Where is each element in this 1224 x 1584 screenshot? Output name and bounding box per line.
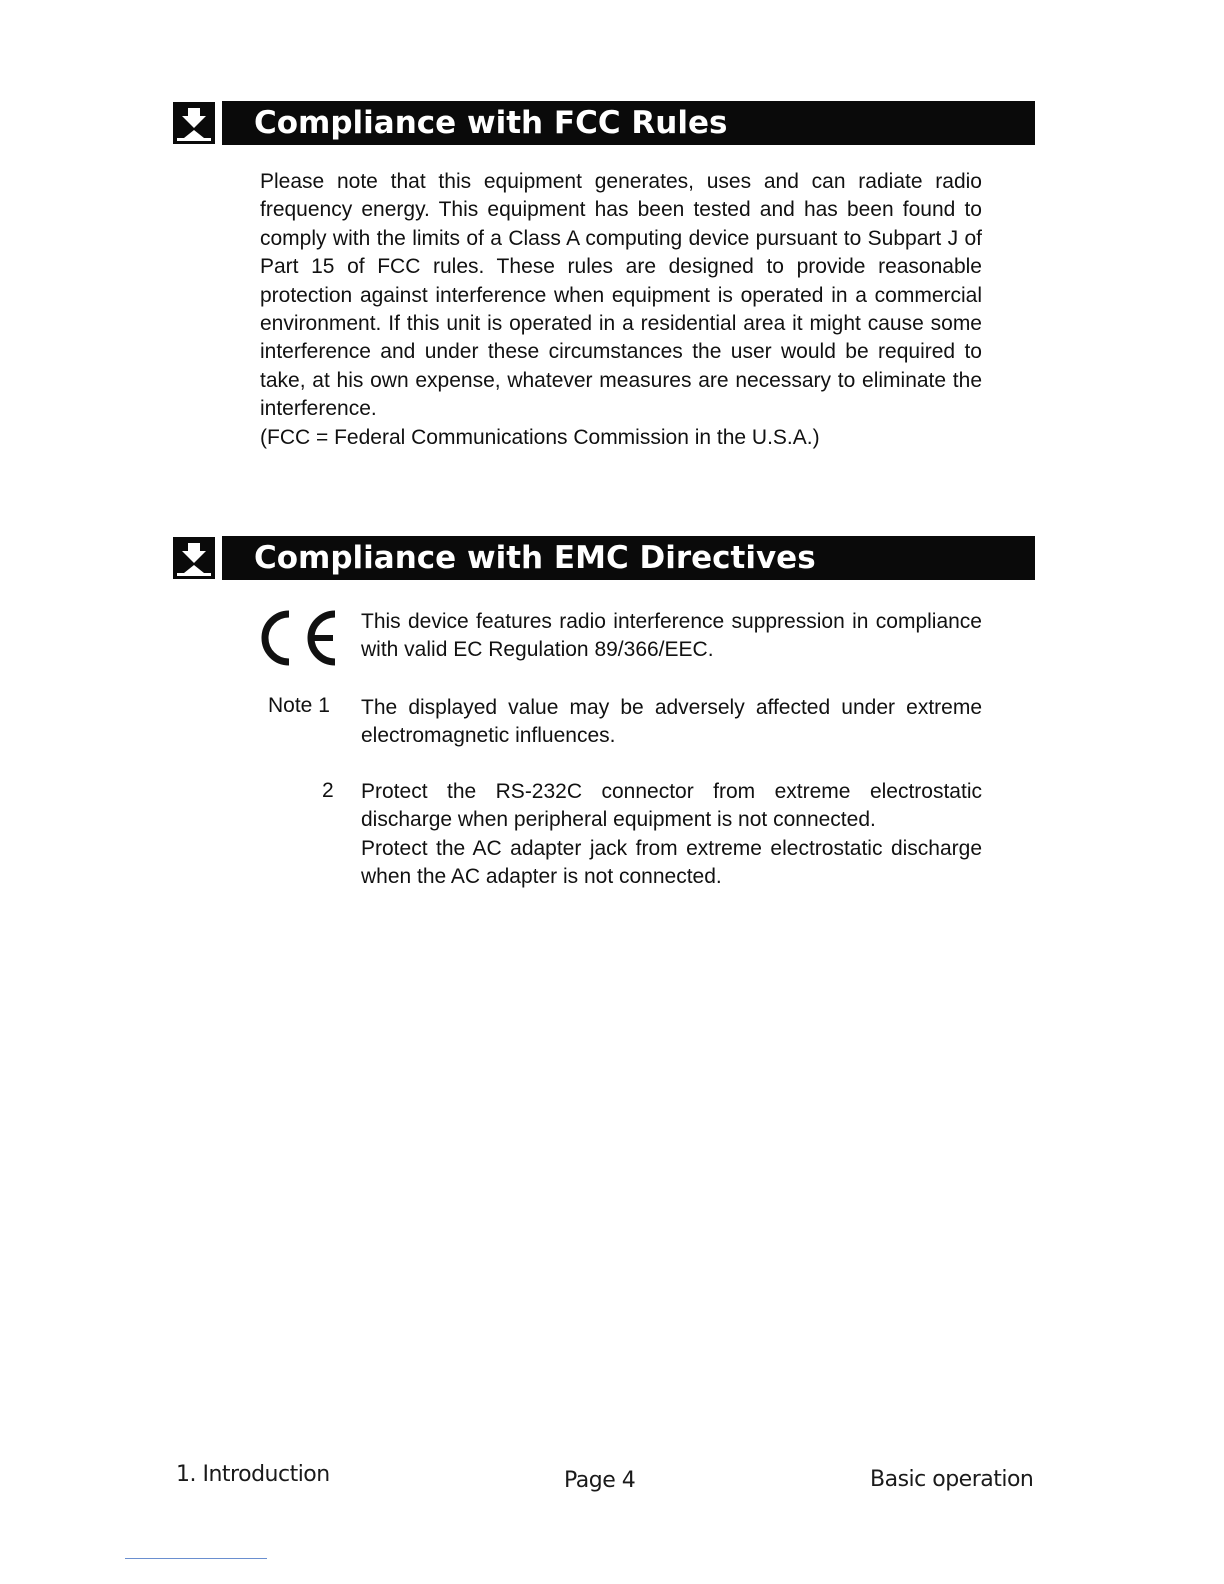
note-2-text-continued: Protect the AC adapter jack from extreme electrostatic discharge when the AC adapter is not connected.	[361, 836, 982, 889]
fcc-section-title: Compliance with FCC Rules	[254, 105, 728, 141]
note-2-text-block	[361, 778, 982, 892]
footer-section: Basic operation	[870, 1467, 1034, 1492]
emc-section-header	[173, 536, 1035, 580]
arrow-down-to-bar-icon	[173, 537, 215, 579]
ce-mark-icon	[255, 606, 341, 670]
footer-chapter: 1. Introduction	[176, 1462, 330, 1487]
fcc-paragraph	[260, 168, 982, 452]
ce-description	[361, 608, 982, 665]
emc-section-title: Compliance with EMC Directives	[254, 540, 816, 576]
ce-description-text: This device features radio interference suppression in compliance with valid EC Regulation 89/366/EEC.	[361, 610, 982, 662]
arrow-down-to-bar-icon	[173, 102, 215, 144]
note-1-text-block	[361, 694, 982, 751]
fcc-footnote: (FCC = Federal Communications Commission in the U.S.A.)	[260, 425, 820, 449]
footer-rule	[125, 1558, 267, 1559]
emc-header-bar	[222, 536, 1035, 580]
footer-page-number: Page 4	[564, 1468, 636, 1493]
fcc-paragraph-text: Please note that this equipment generates, uses and can radiate radio frequency energy. This equipment has been tested and has been found to comply with the limits of a Class A computing device pursuant to Subpart J of Part 15 of FCC rules. These rules are designed to provide reasonable protection against interference when equipment is operated in a commercial environment. If this unit is operated in a residential area it might cause some interference and under these circumstances the user would be required to take, at his own expense, whatever measures are necessary to eliminate the interference.	[260, 170, 982, 421]
fcc-header-bar	[222, 101, 1035, 145]
note-1-text: The displayed value may be adversely affected under extreme electromagnetic influences.	[361, 696, 982, 748]
note-1-label: Note 1	[268, 694, 330, 717]
fcc-section-header	[173, 101, 1035, 145]
note-2-text: Protect the RS-232C connector from extreme electrostatic discharge when peripheral equipment is not connected.	[361, 780, 982, 832]
note-2-label: 2	[322, 779, 334, 802]
